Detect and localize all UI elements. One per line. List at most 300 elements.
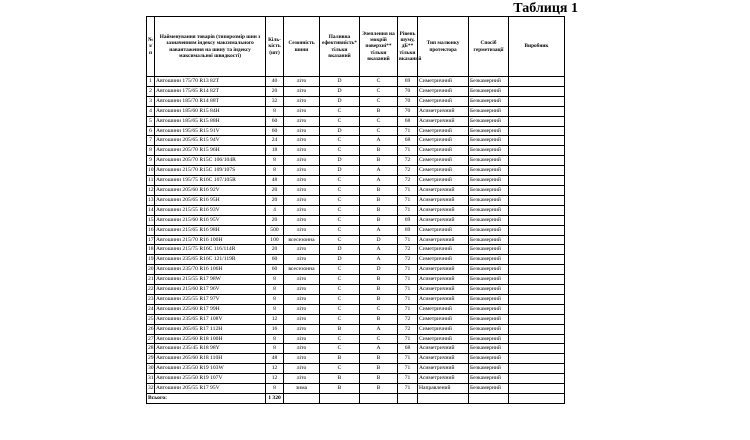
cell-manufacturer [509, 364, 565, 374]
cell-wet-grip: A [360, 225, 398, 235]
cell-tread-pattern: Асиметричний [418, 294, 469, 304]
cell-product-name: Автошини 225/60 R17 99H [155, 304, 266, 314]
cell-fuel-efficiency: D [320, 86, 360, 96]
cell-wet-grip: B [360, 205, 398, 215]
cell-sealing: Безкамерний [469, 285, 509, 295]
cell-manufacturer [509, 285, 565, 295]
cell-season: літо [284, 245, 320, 255]
cell-sealing: Безкамерний [469, 294, 509, 304]
cell-noise-level: 70 [398, 86, 418, 96]
cell-sealing: Безкамерний [469, 185, 509, 195]
cell-sealing: Безкамерний [469, 255, 509, 265]
cell-season: літо [284, 354, 320, 364]
cell-noise-level: 69 [398, 215, 418, 225]
cell-noise-level: 71 [398, 205, 418, 215]
cell-tread-pattern: Симетричний [418, 324, 469, 334]
cell-sealing: Безкамерний [469, 344, 509, 354]
cell-product-name: Автошини 235/70 R16 106H [155, 265, 266, 275]
cell-fuel-efficiency: C [320, 334, 360, 344]
header-wet-grip: Зчеплення на мокрій поверхні** тільки вказаний [360, 17, 398, 77]
cell-noise-level: 72 [398, 245, 418, 255]
total-row [147, 394, 565, 404]
cell-number: 20 [147, 265, 155, 275]
cell-quantity: 12 [266, 364, 284, 374]
header-manufacturer: Виробник [509, 17, 565, 77]
cell-fuel-efficiency: C [320, 364, 360, 374]
cell-fuel-efficiency: C [320, 225, 360, 235]
cell-noise-level: 71 [398, 354, 418, 364]
cell-noise-level: 71 [398, 195, 418, 205]
cell-product-name: Автошини 205/65 R16 95H [155, 195, 266, 205]
cell-noise-level: 68 [398, 116, 418, 126]
cell-tread-pattern: Асиметричний [418, 364, 469, 374]
cell-quantity: 48 [266, 354, 284, 364]
total-empty-cell [398, 394, 418, 404]
cell-wet-grip: B [360, 195, 398, 205]
table-row [147, 324, 565, 334]
cell-fuel-efficiency: C [320, 185, 360, 195]
cell-sealing: Безкамерний [469, 265, 509, 275]
cell-fuel-efficiency: C [320, 205, 360, 215]
table-title: Таблиця 1 [513, 1, 578, 16]
cell-tread-pattern: Симетричний [418, 166, 469, 176]
cell-noise-level: 69 [398, 77, 418, 87]
cell-manufacturer [509, 314, 565, 324]
cell-sealing: Безкамерний [469, 215, 509, 225]
cell-product-name: Автошини 215/70 R15C 109/107S [155, 166, 266, 176]
cell-season: літо [284, 275, 320, 285]
cell-quantity: 8 [266, 344, 284, 354]
cell-noise-level: 71 [398, 275, 418, 285]
cell-season: літо [284, 294, 320, 304]
cell-product-name: Автошини 265/65 R17 112H [155, 324, 266, 334]
cell-tread-pattern: Асиметричний [418, 195, 469, 205]
cell-fuel-efficiency: C [320, 275, 360, 285]
cell-manufacturer [509, 166, 565, 176]
cell-manufacturer [509, 205, 565, 215]
cell-fuel-efficiency: C [320, 304, 360, 314]
cell-number: 14 [147, 205, 155, 215]
cell-season: літо [284, 116, 320, 126]
table-row [147, 106, 565, 116]
table-row [147, 215, 565, 225]
table-row [147, 354, 565, 364]
table-row [147, 166, 565, 176]
cell-wet-grip: B [360, 294, 398, 304]
cell-wet-grip: B [360, 146, 398, 156]
cell-quantity: 32 [266, 96, 284, 106]
cell-product-name: Автошини 195/65 R15 91V [155, 126, 266, 136]
cell-quantity: 20 [266, 245, 284, 255]
cell-tread-pattern: Симетричний [418, 314, 469, 324]
cell-season: літо [284, 205, 320, 215]
cell-sealing: Безкамерний [469, 205, 509, 215]
cell-product-name: Автошини 215/55 R17 98W [155, 275, 266, 285]
cell-product-name: Автошини 175/65 R14 82T [155, 86, 266, 96]
cell-season: літо [284, 185, 320, 195]
cell-season: літо [284, 215, 320, 225]
cell-manufacturer [509, 275, 565, 285]
cell-tread-pattern: Направлений [418, 384, 469, 394]
header-tread-pattern: Тип малюнку протектора [418, 17, 469, 77]
cell-wet-grip: B [360, 314, 398, 324]
cell-tread-pattern: Симетричний [418, 334, 469, 344]
cell-quantity: 8 [266, 294, 284, 304]
table-row [147, 265, 565, 275]
cell-tread-pattern: Симетричний [418, 146, 469, 156]
cell-noise-level: 71 [398, 146, 418, 156]
table-row [147, 374, 565, 384]
cell-fuel-efficiency: D [320, 156, 360, 166]
cell-sealing: Безкамерний [469, 364, 509, 374]
table-row [147, 116, 565, 126]
header-fuel-efficiency: Паливна ефективність* тільки вказаний [320, 17, 360, 77]
cell-manufacturer [509, 185, 565, 195]
cell-season: літо [284, 225, 320, 235]
cell-season: літо [284, 324, 320, 334]
cell-manufacturer [509, 146, 565, 156]
cell-quantity: 12 [266, 314, 284, 324]
cell-tread-pattern: Симетричний [418, 304, 469, 314]
cell-number: 28 [147, 344, 155, 354]
cell-noise-level: 71 [398, 384, 418, 394]
cell-fuel-efficiency: C [320, 215, 360, 225]
cell-wet-grip: D [360, 235, 398, 245]
table-row [147, 126, 565, 136]
cell-fuel-efficiency: C [320, 235, 360, 245]
cell-number: 10 [147, 166, 155, 176]
cell-sealing: Безкамерний [469, 176, 509, 186]
cell-noise-level: 72 [398, 176, 418, 186]
cell-tread-pattern: Симетричний [418, 136, 469, 146]
cell-fuel-efficiency: C [320, 146, 360, 156]
cell-fuel-efficiency: D [320, 166, 360, 176]
cell-noise-level: 72 [398, 255, 418, 265]
table-row [147, 195, 565, 205]
cell-number: 27 [147, 334, 155, 344]
header-noise-level: Рівень шуму, дБ** тільки вказаний [398, 17, 418, 77]
header-product-name: Найменування товарів (типорозмір шин з зазначенням індексу максимального навантаження на шину та індексу максимальної швидкості) [155, 17, 266, 77]
table-row [147, 77, 565, 87]
cell-tread-pattern: Асиметричний [418, 275, 469, 285]
cell-season: літо [284, 106, 320, 116]
cell-wet-grip: B [360, 285, 398, 295]
cell-noise-level: 70 [398, 96, 418, 106]
total-empty-cell [509, 394, 565, 404]
cell-season: літо [284, 126, 320, 136]
cell-season: літо [284, 146, 320, 156]
cell-manufacturer [509, 245, 565, 255]
cell-season: літо [284, 96, 320, 106]
cell-noise-level: 69 [398, 225, 418, 235]
cell-sealing: Безкамерний [469, 96, 509, 106]
cell-sealing: Безкамерний [469, 334, 509, 344]
cell-product-name: Автошини 205/70 R15 96H [155, 146, 266, 156]
total-empty-cell [320, 394, 360, 404]
cell-noise-level: 71 [398, 374, 418, 384]
cell-wet-grip: B [360, 374, 398, 384]
cell-noise-level: 72 [398, 314, 418, 324]
cell-manufacturer [509, 374, 565, 384]
cell-quantity: 4 [266, 205, 284, 215]
cell-manufacturer [509, 344, 565, 354]
table-row [147, 235, 565, 245]
cell-fuel-efficiency: C [320, 195, 360, 205]
cell-product-name: Автошини 205/70 R15C 106/104R [155, 156, 266, 166]
cell-wet-grip: A [360, 166, 398, 176]
cell-wet-grip: C [360, 77, 398, 87]
cell-quantity: 100 [266, 235, 284, 245]
cell-tread-pattern: Асиметричний [418, 116, 469, 126]
header-number: № з/п [147, 17, 155, 77]
cell-tread-pattern: Асиметричний [418, 106, 469, 116]
cell-season: зима [284, 384, 320, 394]
cell-fuel-efficiency: C [320, 314, 360, 324]
cell-product-name: Автошини 175/70 R13 82T [155, 77, 266, 87]
cell-product-name: Автошини 215/55 R16 93V [155, 205, 266, 215]
cell-fuel-efficiency: C [320, 116, 360, 126]
cell-tread-pattern: Асиметричний [418, 185, 469, 195]
cell-number: 17 [147, 235, 155, 245]
cell-wet-grip: C [360, 86, 398, 96]
cell-quantity: 20 [266, 195, 284, 205]
cell-number: 23 [147, 294, 155, 304]
cell-wet-grip: B [360, 215, 398, 225]
total-quantity: 1 320 [266, 394, 284, 404]
cell-manufacturer [509, 116, 565, 126]
table-row [147, 285, 565, 295]
cell-fuel-efficiency: D [320, 96, 360, 106]
table-row [147, 205, 565, 215]
cell-tread-pattern: Симетричний [418, 225, 469, 235]
cell-season: літо [284, 166, 320, 176]
cell-tread-pattern: Симетричний [418, 126, 469, 136]
cell-season: літо [284, 314, 320, 324]
cell-product-name: Автошини 225/55 R17 97V [155, 294, 266, 304]
cell-season: літо [284, 77, 320, 87]
cell-season: літо [284, 156, 320, 166]
cell-manufacturer [509, 235, 565, 245]
cell-sealing: Безкамерний [469, 77, 509, 87]
cell-tread-pattern: Асиметричний [418, 215, 469, 225]
cell-product-name: Автошини 235/65 R16C 121/119R [155, 255, 266, 265]
cell-wet-grip: B [360, 364, 398, 374]
cell-noise-level: 68 [398, 136, 418, 146]
cell-manufacturer [509, 265, 565, 275]
cell-number: 15 [147, 215, 155, 225]
cell-fuel-efficiency: C [320, 176, 360, 186]
cell-sealing: Безкамерний [469, 374, 509, 384]
cell-product-name: Автошини 225/60 R18 100H [155, 334, 266, 344]
cell-number: 3 [147, 96, 155, 106]
cell-season: літо [284, 136, 320, 146]
cell-quantity: 60 [266, 255, 284, 265]
cell-number: 1 [147, 77, 155, 87]
cell-product-name: Автошини 215/60 R17 96V [155, 285, 266, 295]
cell-manufacturer [509, 126, 565, 136]
table-header [147, 17, 565, 77]
table-row [147, 364, 565, 374]
cell-manufacturer [509, 225, 565, 235]
table-row [147, 314, 565, 324]
table-row [147, 136, 565, 146]
cell-tread-pattern: Асиметричний [418, 235, 469, 245]
cell-wet-grip: D [360, 265, 398, 275]
cell-quantity: 500 [266, 225, 284, 235]
cell-fuel-efficiency: D [320, 255, 360, 265]
cell-number: 30 [147, 364, 155, 374]
cell-sealing: Безкамерний [469, 146, 509, 156]
cell-tread-pattern: Симетричний [418, 255, 469, 265]
total-empty-cell [469, 394, 509, 404]
cell-product-name: Автошини 255/50 R19 107V [155, 374, 266, 384]
total-empty-cell [360, 394, 398, 404]
cell-manufacturer [509, 354, 565, 364]
cell-product-name: Автошини 205/65 R15 94V [155, 136, 266, 146]
cell-fuel-efficiency: B [320, 384, 360, 394]
cell-fuel-efficiency: D [320, 245, 360, 255]
cell-number: 4 [147, 106, 155, 116]
cell-number: 32 [147, 384, 155, 394]
cell-quantity: 40 [266, 77, 284, 87]
cell-tread-pattern: Симетричний [418, 156, 469, 166]
cell-number: 22 [147, 285, 155, 295]
cell-sealing: Безкамерний [469, 235, 509, 245]
cell-fuel-efficiency: C [320, 344, 360, 354]
cell-tread-pattern: Симетричний [418, 245, 469, 255]
cell-wet-grip: B [360, 185, 398, 195]
cell-season: літо [284, 344, 320, 354]
cell-noise-level: 72 [398, 166, 418, 176]
cell-wet-grip: A [360, 344, 398, 354]
cell-tread-pattern: Симетричний [418, 77, 469, 87]
cell-fuel-efficiency: B [320, 324, 360, 334]
cell-noise-level: 68 [398, 344, 418, 354]
cell-wet-grip: C [360, 304, 398, 314]
cell-season: літо [284, 176, 320, 186]
cell-product-name: Автошини 265/60 R18 110H [155, 354, 266, 364]
cell-number: 5 [147, 116, 155, 126]
cell-number: 21 [147, 275, 155, 285]
cell-sealing: Безкамерний [469, 275, 509, 285]
cell-sealing: Безкамерний [469, 304, 509, 314]
cell-number: 18 [147, 245, 155, 255]
cell-fuel-efficiency: B [320, 354, 360, 364]
cell-quantity: 20 [266, 215, 284, 225]
cell-season: літо [284, 364, 320, 374]
table-row [147, 176, 565, 186]
cell-tread-pattern: Симетричний [418, 86, 469, 96]
cell-quantity: 16 [266, 324, 284, 334]
cell-product-name: Автошини 195/75 R16C 107/105R [155, 176, 266, 186]
total-empty-cell [418, 394, 469, 404]
tires-table [146, 16, 565, 404]
cell-tread-pattern: Асиметричний [418, 285, 469, 295]
cell-tread-pattern: Асиметричний [418, 354, 469, 364]
cell-tread-pattern: Асиметричний [418, 205, 469, 215]
cell-quantity: 24 [266, 136, 284, 146]
cell-number: 12 [147, 185, 155, 195]
cell-quantity: 60 [266, 126, 284, 136]
cell-quantity: 8 [266, 106, 284, 116]
cell-noise-level: 71 [398, 126, 418, 136]
cell-manufacturer [509, 324, 565, 334]
cell-number: 9 [147, 156, 155, 166]
cell-noise-level: 70 [398, 106, 418, 116]
cell-season: літо [284, 374, 320, 384]
cell-season: всесезонна [284, 235, 320, 245]
table-row [147, 185, 565, 195]
cell-manufacturer [509, 215, 565, 225]
cell-product-name: Автошини 215/75 R16C 116/114R [155, 245, 266, 255]
cell-product-name: Автошини 205/60 R16 92V [155, 185, 266, 195]
cell-wet-grip: B [360, 384, 398, 394]
cell-wet-grip: C [360, 334, 398, 344]
cell-sealing: Безкамерний [469, 354, 509, 364]
cell-noise-level: 71 [398, 235, 418, 245]
table-row [147, 275, 565, 285]
cell-tread-pattern: Асиметричний [418, 344, 469, 354]
cell-manufacturer [509, 156, 565, 166]
cell-tread-pattern: Асиметричний [418, 265, 469, 275]
cell-fuel-efficiency: C [320, 136, 360, 146]
cell-wet-grip: A [360, 176, 398, 186]
cell-season: літо [284, 195, 320, 205]
cell-product-name: Автошини 235/50 R19 103W [155, 364, 266, 374]
cell-noise-level: 72 [398, 324, 418, 334]
cell-wet-grip: A [360, 255, 398, 265]
cell-fuel-efficiency: C [320, 294, 360, 304]
cell-sealing: Безкамерний [469, 166, 509, 176]
cell-quantity: 8 [266, 304, 284, 314]
cell-product-name: Автошини 185/65 R15 88H [155, 116, 266, 126]
cell-number: 11 [147, 176, 155, 186]
cell-manufacturer [509, 255, 565, 265]
cell-number: 2 [147, 86, 155, 96]
cell-manufacturer [509, 136, 565, 146]
cell-product-name: Автошини 205/55 R17 95V [155, 384, 266, 394]
cell-wet-grip: B [360, 156, 398, 166]
cell-number: 8 [147, 146, 155, 156]
cell-wet-grip: C [360, 116, 398, 126]
cell-fuel-efficiency: C [320, 265, 360, 275]
cell-season: літо [284, 334, 320, 344]
cell-wet-grip: A [360, 324, 398, 334]
table-row [147, 245, 565, 255]
cell-number: 7 [147, 136, 155, 146]
cell-quantity: 8 [266, 166, 284, 176]
table-row [147, 344, 565, 354]
table-row [147, 96, 565, 106]
cell-manufacturer [509, 106, 565, 116]
cell-wet-grip: C [360, 126, 398, 136]
header-season: Сезонність шини [284, 17, 320, 77]
cell-quantity: 8 [266, 334, 284, 344]
cell-fuel-efficiency: C [320, 106, 360, 116]
header-quantity: Кіль-кість (шт) [266, 17, 284, 77]
cell-product-name: Автошини 185/70 R14 88T [155, 96, 266, 106]
cell-manufacturer [509, 334, 565, 344]
cell-number: 19 [147, 255, 155, 265]
cell-sealing: Безкамерний [469, 86, 509, 96]
cell-product-name: Автошини 215/70 R16 100H [155, 235, 266, 245]
cell-wet-grip: C [360, 96, 398, 106]
cell-season: всесезонна [284, 265, 320, 275]
cell-noise-level: 71 [398, 285, 418, 295]
cell-product-name: Автошини 235/65 R17 108V [155, 314, 266, 324]
table-row [147, 334, 565, 344]
cell-sealing: Безкамерний [469, 126, 509, 136]
